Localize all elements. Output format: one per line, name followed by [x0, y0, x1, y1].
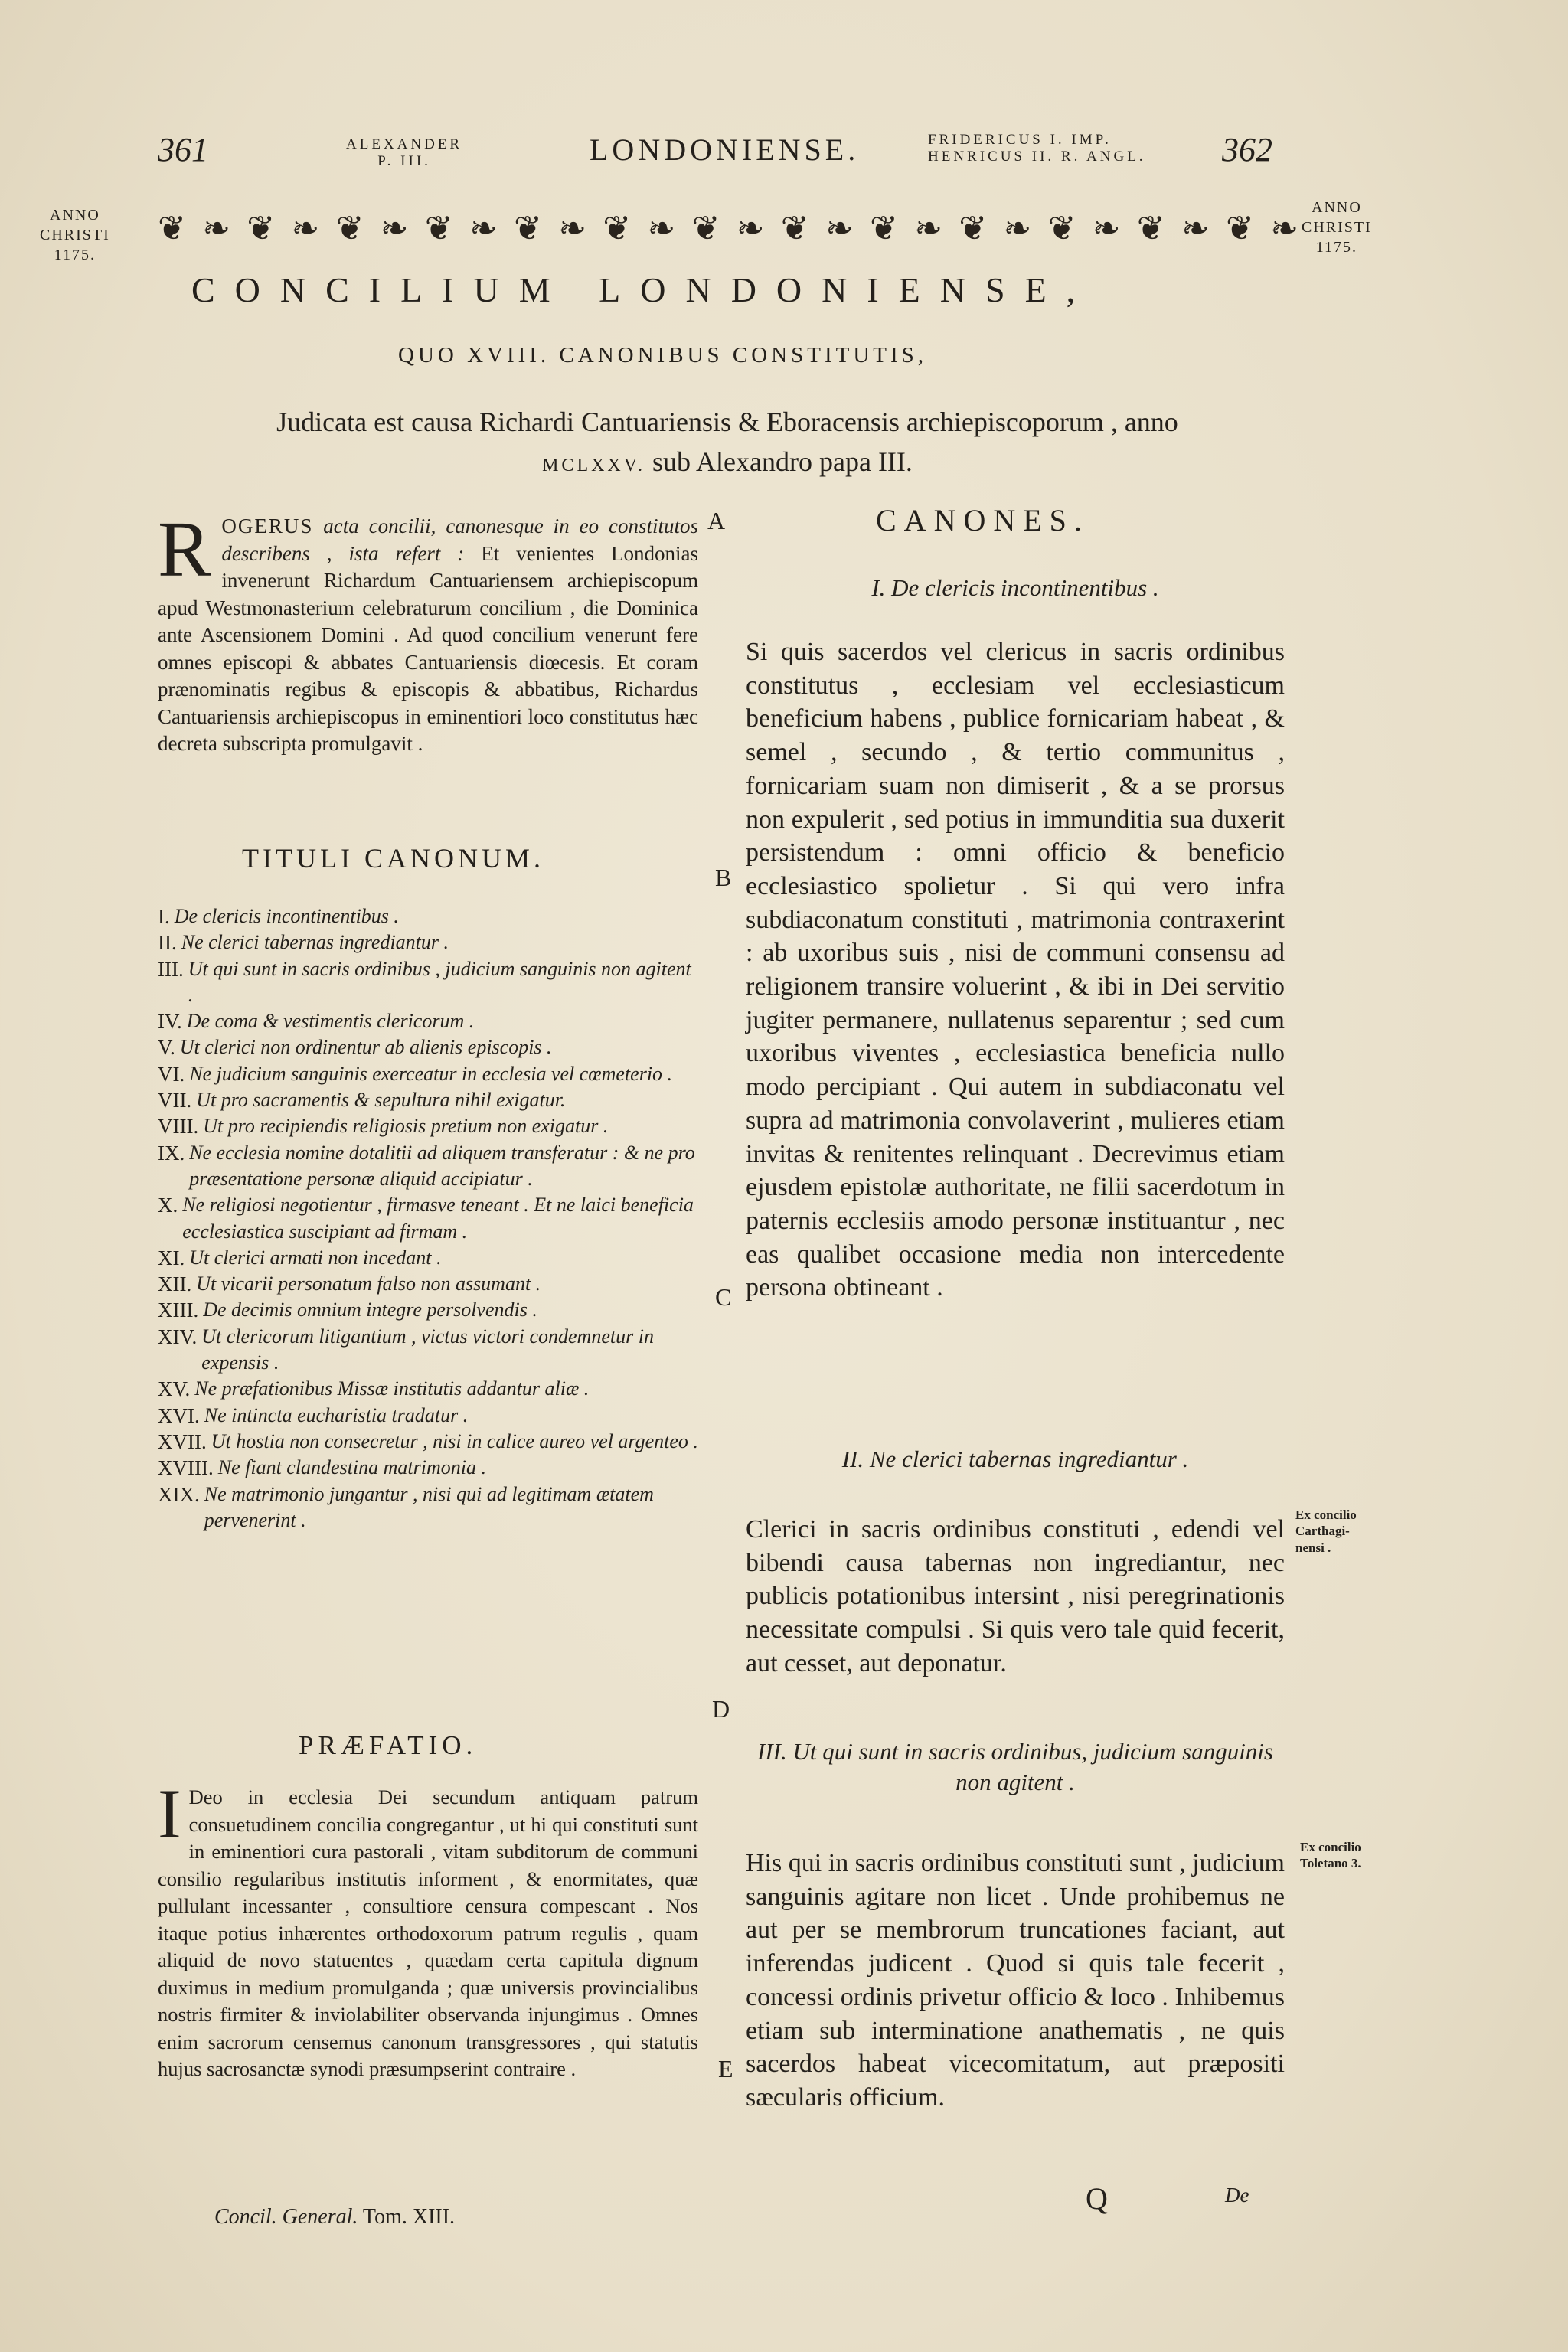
- section-letter-d: D: [712, 1695, 730, 1723]
- titulus-text: De coma & vestimentis clericorum .: [186, 1010, 475, 1033]
- fleuron-ornament-icon: ❦: [424, 209, 453, 247]
- titulus-text: Ne matrimonio jungantur , nisi qui ad legitimam ætatem pervenerint .: [204, 1482, 654, 1531]
- signature-mark: Q: [1086, 2181, 1108, 2216]
- titulus-number: XVII.: [158, 1429, 207, 1453]
- titulus-number: III.: [158, 957, 184, 981]
- page-number-right: 362: [1222, 131, 1272, 168]
- titulus-item: [158, 1376, 698, 1402]
- description-line-2-rest: sub Alexandro papa III.: [652, 446, 913, 477]
- titulus-number: XIX.: [158, 1482, 200, 1506]
- running-head-emperor: FRIDERICUS I. IMP.: [928, 132, 1112, 148]
- sidenote-line: Ex concilio: [1295, 1508, 1357, 1522]
- praefatio-heading: PRÆFATIO.: [299, 1730, 478, 1760]
- titulus-text: Ne intincta eucharistia tradatur .: [204, 1403, 469, 1426]
- fleuron-ornament-icon: ❦: [247, 209, 276, 247]
- main-title: CONCILIUM LONDONIENSE,: [191, 270, 1096, 309]
- titulus-item: [158, 929, 698, 956]
- titulus-item: [158, 1324, 698, 1377]
- description-year: MCLXXV.: [542, 456, 646, 475]
- fleuron-ornament-icon: ❦: [1047, 209, 1076, 247]
- titulus-number: V.: [158, 1036, 175, 1060]
- titulus-text: Ut pro recipiendis religiosis pretium non exigatur .: [203, 1115, 609, 1138]
- description-line-2: [176, 442, 1279, 485]
- sidenote-line: nensi .: [1295, 1540, 1331, 1555]
- titulus-number: II.: [158, 931, 177, 955]
- titulus-item: [158, 956, 698, 1009]
- sidenote-line: Toletano 3.: [1300, 1856, 1361, 1871]
- subtitle: QUO XVIII. CANONIBUS CONSTITUTIS,: [398, 343, 928, 368]
- running-head-king: HENRICUS II. R. ANGL.: [928, 148, 1146, 165]
- fleuron-ornament-icon: ❧: [558, 209, 586, 247]
- titulus-item: [158, 1087, 698, 1113]
- fleuron-ornament-icon: ❧: [202, 209, 230, 247]
- canones-heading: CANONES.: [876, 503, 1089, 537]
- titulus-text: Ut pro sacramentis & sepultura nihil exigatur.: [196, 1089, 566, 1112]
- titulus-number: VI.: [158, 1062, 185, 1086]
- margin-year-left-2: CHRISTI: [40, 227, 110, 243]
- titulus-item: [158, 1034, 698, 1060]
- fleuron-ornament-icon: ❧: [1270, 209, 1298, 247]
- praefatio-drop-cap: I: [158, 1775, 181, 1853]
- titulus-number: VIII.: [158, 1115, 199, 1138]
- running-head-rulers: [928, 132, 1146, 165]
- canon-3-body: His qui in sacris ordinibus constituti sunt , judicium sanguinis agitare non licet . Unde prohibemus ne aut per se membrorum truncationes faciant, aut inferendas judicent . Quod si quis tale fecerit , concessi ordinis privetur officio & loco . Inhibemus etiam sub interminatione anathematis , ne quis sacerdos habeat vicecomitatum, aut præpositi sæcularis officium.: [746, 1849, 1285, 2112]
- titulus-text: Ut clerici armati non incedant .: [189, 1246, 442, 1269]
- fleuron-ornament-icon: ❧: [291, 209, 320, 247]
- titulus-number: XI.: [158, 1246, 185, 1269]
- catchword: De: [1225, 2184, 1250, 2207]
- fleuron-ornament-icon: ❦: [870, 209, 898, 247]
- titulus-text: Ut qui sunt in sacris ordinibus , judicium sanguinis non agitent .: [188, 957, 691, 1006]
- intro-citation: acta concilii, canonesque in eo constitutos describens , ista refert :: [221, 514, 698, 565]
- fleuron-ornament-icon: ❧: [647, 209, 676, 247]
- running-head-pope: [346, 136, 462, 170]
- titulus-text: Ut vicarii personatum falso non assumant .: [196, 1272, 541, 1295]
- titulus-number: IX.: [158, 1141, 185, 1165]
- titulus-text: Ne fiant clandestina matrimonia .: [217, 1456, 486, 1479]
- sidenote-toledo: [1300, 1839, 1361, 1872]
- titulus-item: [158, 1061, 698, 1087]
- drop-cap-initial: R: [158, 505, 211, 593]
- titulus-number: X.: [158, 1194, 178, 1217]
- intro-text: Et venientes Londonias invenerunt Richardum Cantuariensem archiepiscopum apud Westmonasterium celebraturum concilium , die Dominica ante Ascensionem Domini . Ad quod concilium venerunt fere omnes episcopi & abbates Cantuariensis diœcesis. Et coram prænominatis regibus & episcopis & abbatibus, Richardus Cantuariensis archiepiscopus in eminentiori loco constitutus hæc decreta subscripta promulgavit .: [158, 541, 698, 755]
- titulus-text: Ne ecclesia nomine dotalitii ad aliquem transferatur : & ne pro præsentatione personæ aliquid accipiatur .: [189, 1141, 695, 1190]
- titulus-number: I.: [158, 905, 170, 928]
- titulus-number: VII.: [158, 1089, 192, 1112]
- signature-volume: Tom. XIII.: [362, 2205, 456, 2229]
- margin-year-right-3: 1175.: [1315, 239, 1358, 256]
- fleuron-ornament-icon: ❧: [736, 209, 765, 247]
- canon-1-heading: I. De clericis incontinentibus .: [871, 574, 1159, 601]
- section-letter-e: E: [718, 2055, 733, 2082]
- titulus-number: XVIII.: [158, 1456, 214, 1480]
- titulus-text: Ne religiosi negotientur , firmasve teneant . Et ne laici beneficia ecclesiastica suscipiant ad firmam .: [182, 1194, 694, 1243]
- fleuron-ornament-icon: ❧: [1092, 209, 1121, 247]
- titulus-text: Ut clericorum litigantium , victus victori condemnetur in expensis .: [201, 1325, 654, 1374]
- fleuron-ornament-icon: ❧: [1003, 209, 1032, 247]
- titulus-item: [158, 903, 698, 929]
- sidenote-line: Carthagi-: [1295, 1524, 1350, 1539]
- margin-year-left-3: 1175.: [54, 247, 96, 263]
- titulus-item: [158, 1113, 698, 1139]
- margin-year-right-1: ANNO: [1312, 199, 1362, 216]
- titulus-number: XIII.: [158, 1298, 199, 1322]
- fleuron-ornament-icon: ❦: [1226, 209, 1254, 247]
- titulus-item: [158, 1192, 698, 1245]
- signature-source: Concil. General.: [214, 2205, 358, 2229]
- fleuron-ornament-icon: ❧: [380, 209, 409, 247]
- titulus-item: [158, 1481, 698, 1534]
- canon-2-heading: II. Ne clerici tabernas ingrediantur .: [841, 1446, 1189, 1472]
- titulus-item: [158, 1140, 698, 1193]
- running-head-pope-name: ALEXANDER: [346, 136, 463, 152]
- titulus-item: [158, 1271, 698, 1297]
- page-number-left: 361: [158, 131, 208, 168]
- running-head-title: LONDONIENSE.: [590, 132, 860, 167]
- titulus-text: Ut hostia non consecretur , nisi in calice aureo vel argenteo .: [211, 1429, 698, 1452]
- fleuron-ornament-icon: ❦: [335, 209, 364, 247]
- fleuron-ornament-icon: ❦: [514, 209, 542, 247]
- title-description: [176, 402, 1279, 485]
- titulus-number: XIV.: [158, 1325, 198, 1348]
- margin-year-left: [40, 205, 110, 265]
- section-letter-c: C: [715, 1283, 732, 1311]
- praefatio-paragraph: [158, 1775, 698, 2083]
- running-head-pope-number: P. III.: [377, 152, 431, 169]
- titulus-text: Ne præfationibus Missæ institutis addantur aliæ .: [194, 1377, 590, 1400]
- margin-year-right: [1302, 198, 1372, 257]
- titulus-item: [158, 1429, 698, 1455]
- signature-line: [214, 2205, 455, 2230]
- fleuron-ornament-icon: ❧: [825, 209, 854, 247]
- canon-2-body: Clerici in sacris ordinibus constituti , edendi vel bibendi causa tabernas non ingrediantur, nec publicis potationibus intersint , nisi peregrinationis necessitate compulsi . Si quis vero tale quid fecerit, aut cesset, aut deponatur.: [746, 1515, 1285, 1677]
- titulus-item: [158, 1008, 698, 1034]
- titulus-item: [158, 1297, 698, 1323]
- section-letter-b: B: [715, 864, 732, 891]
- fleuron-ornament-icon: ❦: [691, 209, 720, 247]
- sidenote-line: Ex concilio: [1300, 1840, 1361, 1854]
- margin-year-left-1: ANNO: [50, 207, 100, 224]
- praefatio-text: Deo in ecclesia Dei secundum antiquam patrum consuetudinem concilia congregantur , ut hi qui constituti sunt in eminentiori cura pastorali , vitam subditorum de communi consilio regularibus institutis informent , & enormitates, quæ pullulant incessanter , consultiore censura compescant . Nos itaque potius inhærentes orthodoxorum patrum regulis , quam aliquid de novo statuentes , quædam certa capitula dignum duximus in medium promulganda ; quæ universis provincialibus nostris firmiter & inviolabiliter observanda injungimus . Omnes enim sacrorum censemus canonum transgressores , qui statutis hujus sacrosanctæ synodi præsumpserint contraire .: [158, 1785, 698, 2080]
- intro-paragraph: [158, 505, 698, 758]
- description-line-1: Judicata est causa Richardi Cantuariensis & Eboracensis archiepiscoporum , anno: [276, 407, 1178, 437]
- tituli-list: [158, 903, 698, 1534]
- titulus-item: [158, 1245, 698, 1271]
- fleuron-ornament-icon: ❦: [959, 209, 988, 247]
- titulus-text: De clericis incontinentibus .: [174, 905, 399, 927]
- titulus-number: XV.: [158, 1377, 191, 1401]
- titulus-item: [158, 1455, 698, 1481]
- titulus-number: XII.: [158, 1272, 192, 1296]
- intro-author: OGERUS: [221, 514, 314, 537]
- titulus-number: IV.: [158, 1010, 182, 1034]
- fleuron-ornament-icon: ❦: [1136, 209, 1165, 247]
- fleuron-ornament-icon: ❦: [780, 209, 809, 247]
- fleuron-ornament-icon: ❦: [603, 209, 632, 247]
- titulus-number: XVI.: [158, 1403, 200, 1427]
- titulus-text: Ne judicium sanguinis exerceatur in ecclesia vel cœmeterio .: [189, 1062, 673, 1085]
- section-letter-a: A: [707, 507, 726, 534]
- canon-3-heading: III. Ut qui sunt in sacris ordinibus, judicium sanguinis non agitent .: [757, 1738, 1273, 1795]
- titulus-text: De decimis omnium integre persolvendis .: [203, 1298, 537, 1321]
- ornament-band: [158, 207, 1298, 250]
- titulus-text: Ut clerici non ordinentur ab alienis episcopis .: [179, 1036, 552, 1059]
- titulus-item: [158, 1403, 698, 1429]
- margin-year-right-2: CHRISTI: [1302, 219, 1372, 236]
- fleuron-ornament-icon: ❧: [914, 209, 942, 247]
- fleuron-ornament-icon: ❧: [1181, 209, 1210, 247]
- canon-1-body: Si quis sacerdos vel clericus in sacris ordinibus constitutus , ecclesiam vel ecclesiasticum beneficium habens , publice fornicariam habeat , & semel , secundo , & tertio communitus , fornicariam suam non dimiserit , & a se prorsus non expulerit , sed potius in immunditia sua duxerit persistendum : omni officio & beneficio ecclesiastico spolietur . Si qui vero infra subdiaconatum constituti , matrimonia contraxerint : ab uxoribus suis , nisi de communi consensu ad religionem transire voluerint , & ibi in Dei servitio jugiter permanere, nullatenus separentur ; sed cum uxoribus viventes , ecclesiastica beneficia nullo modo percipiant . Qui autem in subdiaconatu vel supra ad matrimonia convolaverint , mulieres etiam invitas & renitentes relinquant . Decrevimus etiam ejusdem epistolæ authoritate, ne filii sacerdotum in paternis ecclesiis amodo personæ instituantur , nec eas qualibet occasione media non intercedente persona obtineant .: [746, 638, 1285, 1302]
- tituli-heading: TITULI CANONUM.: [242, 843, 544, 874]
- titulus-text: Ne clerici tabernas ingrediantur .: [181, 931, 449, 954]
- fleuron-ornament-icon: ❧: [469, 209, 498, 247]
- sidenote-carthage: [1295, 1507, 1357, 1556]
- fleuron-ornament-icon: ❦: [158, 209, 186, 247]
